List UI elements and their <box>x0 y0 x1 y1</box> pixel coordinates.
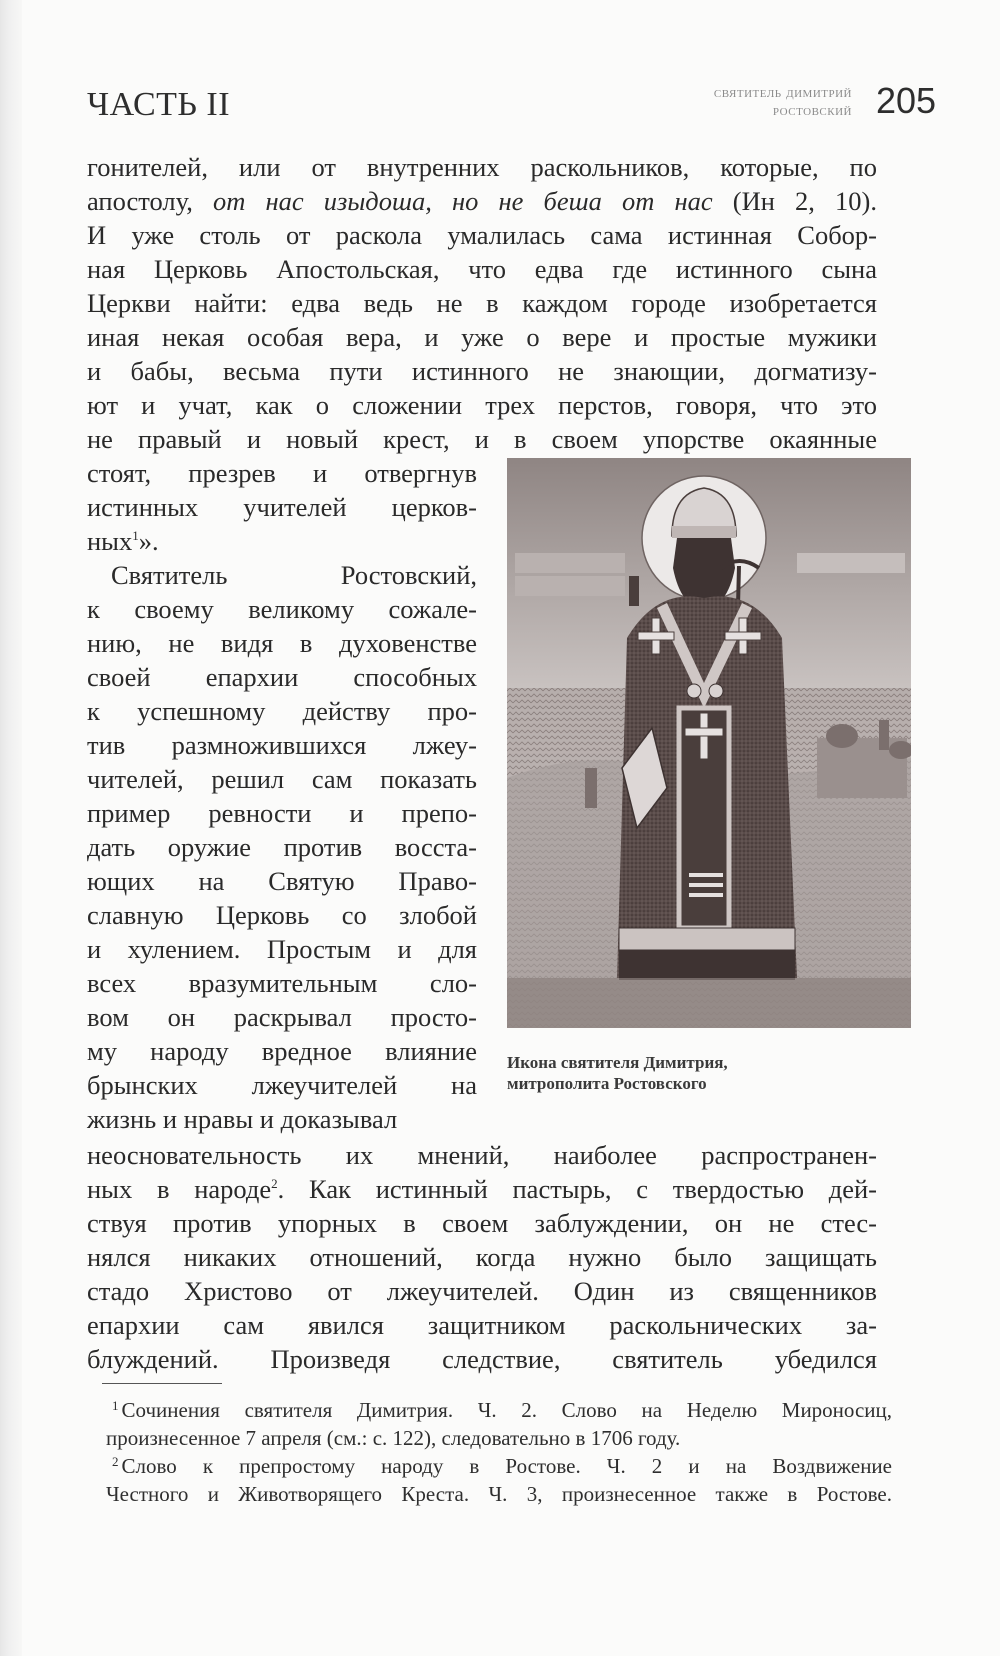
text-line-quote <box>87 184 877 218</box>
text-line: нию, не видя в духовенстве <box>87 628 477 658</box>
footnote-text: Слово к препростому народу в Ростове. Ч. 2 и на Воздвижение <box>121 1454 892 1478</box>
footnote-text: Сочинения святителя Димитрия. Ч. 2. Слово на Неделю Мироносиц, <box>121 1398 892 1422</box>
text-line: епархии сам явился защитником раскольнических за- <box>87 1310 877 1340</box>
scripture-quote: от нас изыдоша, но не беша от нас <box>212 186 713 216</box>
text-line: всех вразумительным сло- <box>87 968 477 998</box>
scripture-reference: (Ин 2, 10). <box>712 186 877 216</box>
text-span: ». <box>138 526 159 556</box>
text-line: истинных учителей церков- <box>87 492 477 522</box>
footnote-1-line1 <box>112 1396 892 1424</box>
text-line: дать оружие против восста- <box>87 832 477 862</box>
footnote-2-line2: Честного и Животворящего Креста. Ч. 3, произнесенное также в Ростове. <box>106 1482 892 1506</box>
text-span: . <box>277 1174 310 1204</box>
footnote-number: 2 <box>112 1454 119 1469</box>
text-line: ющих на Святую Право- <box>87 866 477 896</box>
text-line: ют и учат, как о сложении трех перстов, говоря, что это <box>87 390 877 420</box>
text-line-footnote-2 <box>87 1172 877 1206</box>
text-line: пример ревности и препо- <box>87 798 477 828</box>
footnote-2-line1 <box>112 1452 892 1480</box>
text-span: апостолу, <box>87 186 213 216</box>
text-line: ная Церковь Апостольская, что едва где истинного сына <box>87 254 877 284</box>
text-line: своей епархии способных <box>87 662 477 692</box>
text-line: гонителей, или от внутренних раскольников, которые, по <box>87 152 877 182</box>
text-line: к своему великому сожале- <box>87 594 477 624</box>
page-number: 205 <box>876 80 937 121</box>
text-line: тив размножившихся лжеу- <box>87 730 477 760</box>
text-line: не правый и новый крест, и в своем упорстве окаянные <box>87 424 877 454</box>
text-line: стоят, презрев и отвергнув <box>87 458 477 488</box>
footnote-divider <box>102 1383 222 1384</box>
icon-illustration <box>507 458 911 1028</box>
text-line: му народу вредное влияние <box>87 1036 477 1066</box>
footnote-number: 1 <box>112 1398 119 1413</box>
text-line: славную Церковь со злобой <box>87 900 477 930</box>
text-line: нялся никаких отношений, когда нужно было защищать <box>87 1242 877 1272</box>
text-line: и хулением. Простым и для <box>87 934 477 964</box>
caption-line2: митрополита Ростовского <box>507 1074 707 1093</box>
text-line: Церкви найти: едва ведь не в каждом городе изобретается <box>87 288 877 318</box>
running-title <box>714 84 852 120</box>
text-line: и бабы, весьма пути истинного не знающии, догматизу- <box>87 356 877 386</box>
footnote-ref-1[interactable]: 1 <box>132 528 139 543</box>
text-line: чителей, решил сам показать <box>87 764 477 794</box>
footnote-ref-2[interactable]: 2 <box>271 1176 278 1191</box>
text-line: вом он раскрывал просто- <box>87 1002 477 1032</box>
text-line: блуждений. Произведя следствие, святитель убедился <box>87 1344 877 1374</box>
text-line: к успешному действу про- <box>87 696 477 726</box>
running-title-line1: святитель димитрий <box>713 84 852 101</box>
part-title: ЧАСТЬ II <box>87 86 231 123</box>
text-line: ствуя против упорных в своем заблуждении, он не стес- <box>87 1208 877 1238</box>
caption-line1: Икона святителя Димитрия, <box>507 1053 728 1072</box>
text-line: неосновательность их мнений, наиболее распространен- <box>87 1140 877 1170</box>
figure-caption <box>507 1052 728 1094</box>
text-line: стадо Христово от лжеучителей. Один из священников <box>87 1276 877 1306</box>
paragraph-start: Святитель Ростовский, <box>111 560 477 590</box>
text-line: брынских лжеучителей на <box>87 1070 477 1100</box>
saint-icon-engraving <box>507 458 911 1028</box>
footnote-1-line2: произнесенное 7 апреля (см.: с. 122), следовательно в 1706 году. <box>106 1426 681 1450</box>
text-line: иная некая особая вера, и уже о вере и простые мужики <box>87 322 877 352</box>
text-line-footnote-1 <box>87 524 159 558</box>
page-edge-shadow <box>0 0 22 1656</box>
text-line: жизнь и нравы и доказывал <box>87 1104 398 1134</box>
text-line: И уже столь от раскола умалилась сама истинная Собор- <box>87 220 877 250</box>
text-span: Как истинный пастырь, с твердостью дей- <box>309 1174 877 1204</box>
running-title-line2: ростовский <box>772 102 852 119</box>
text-span: ных в народе <box>87 1174 272 1204</box>
text-span: ных <box>87 526 133 556</box>
